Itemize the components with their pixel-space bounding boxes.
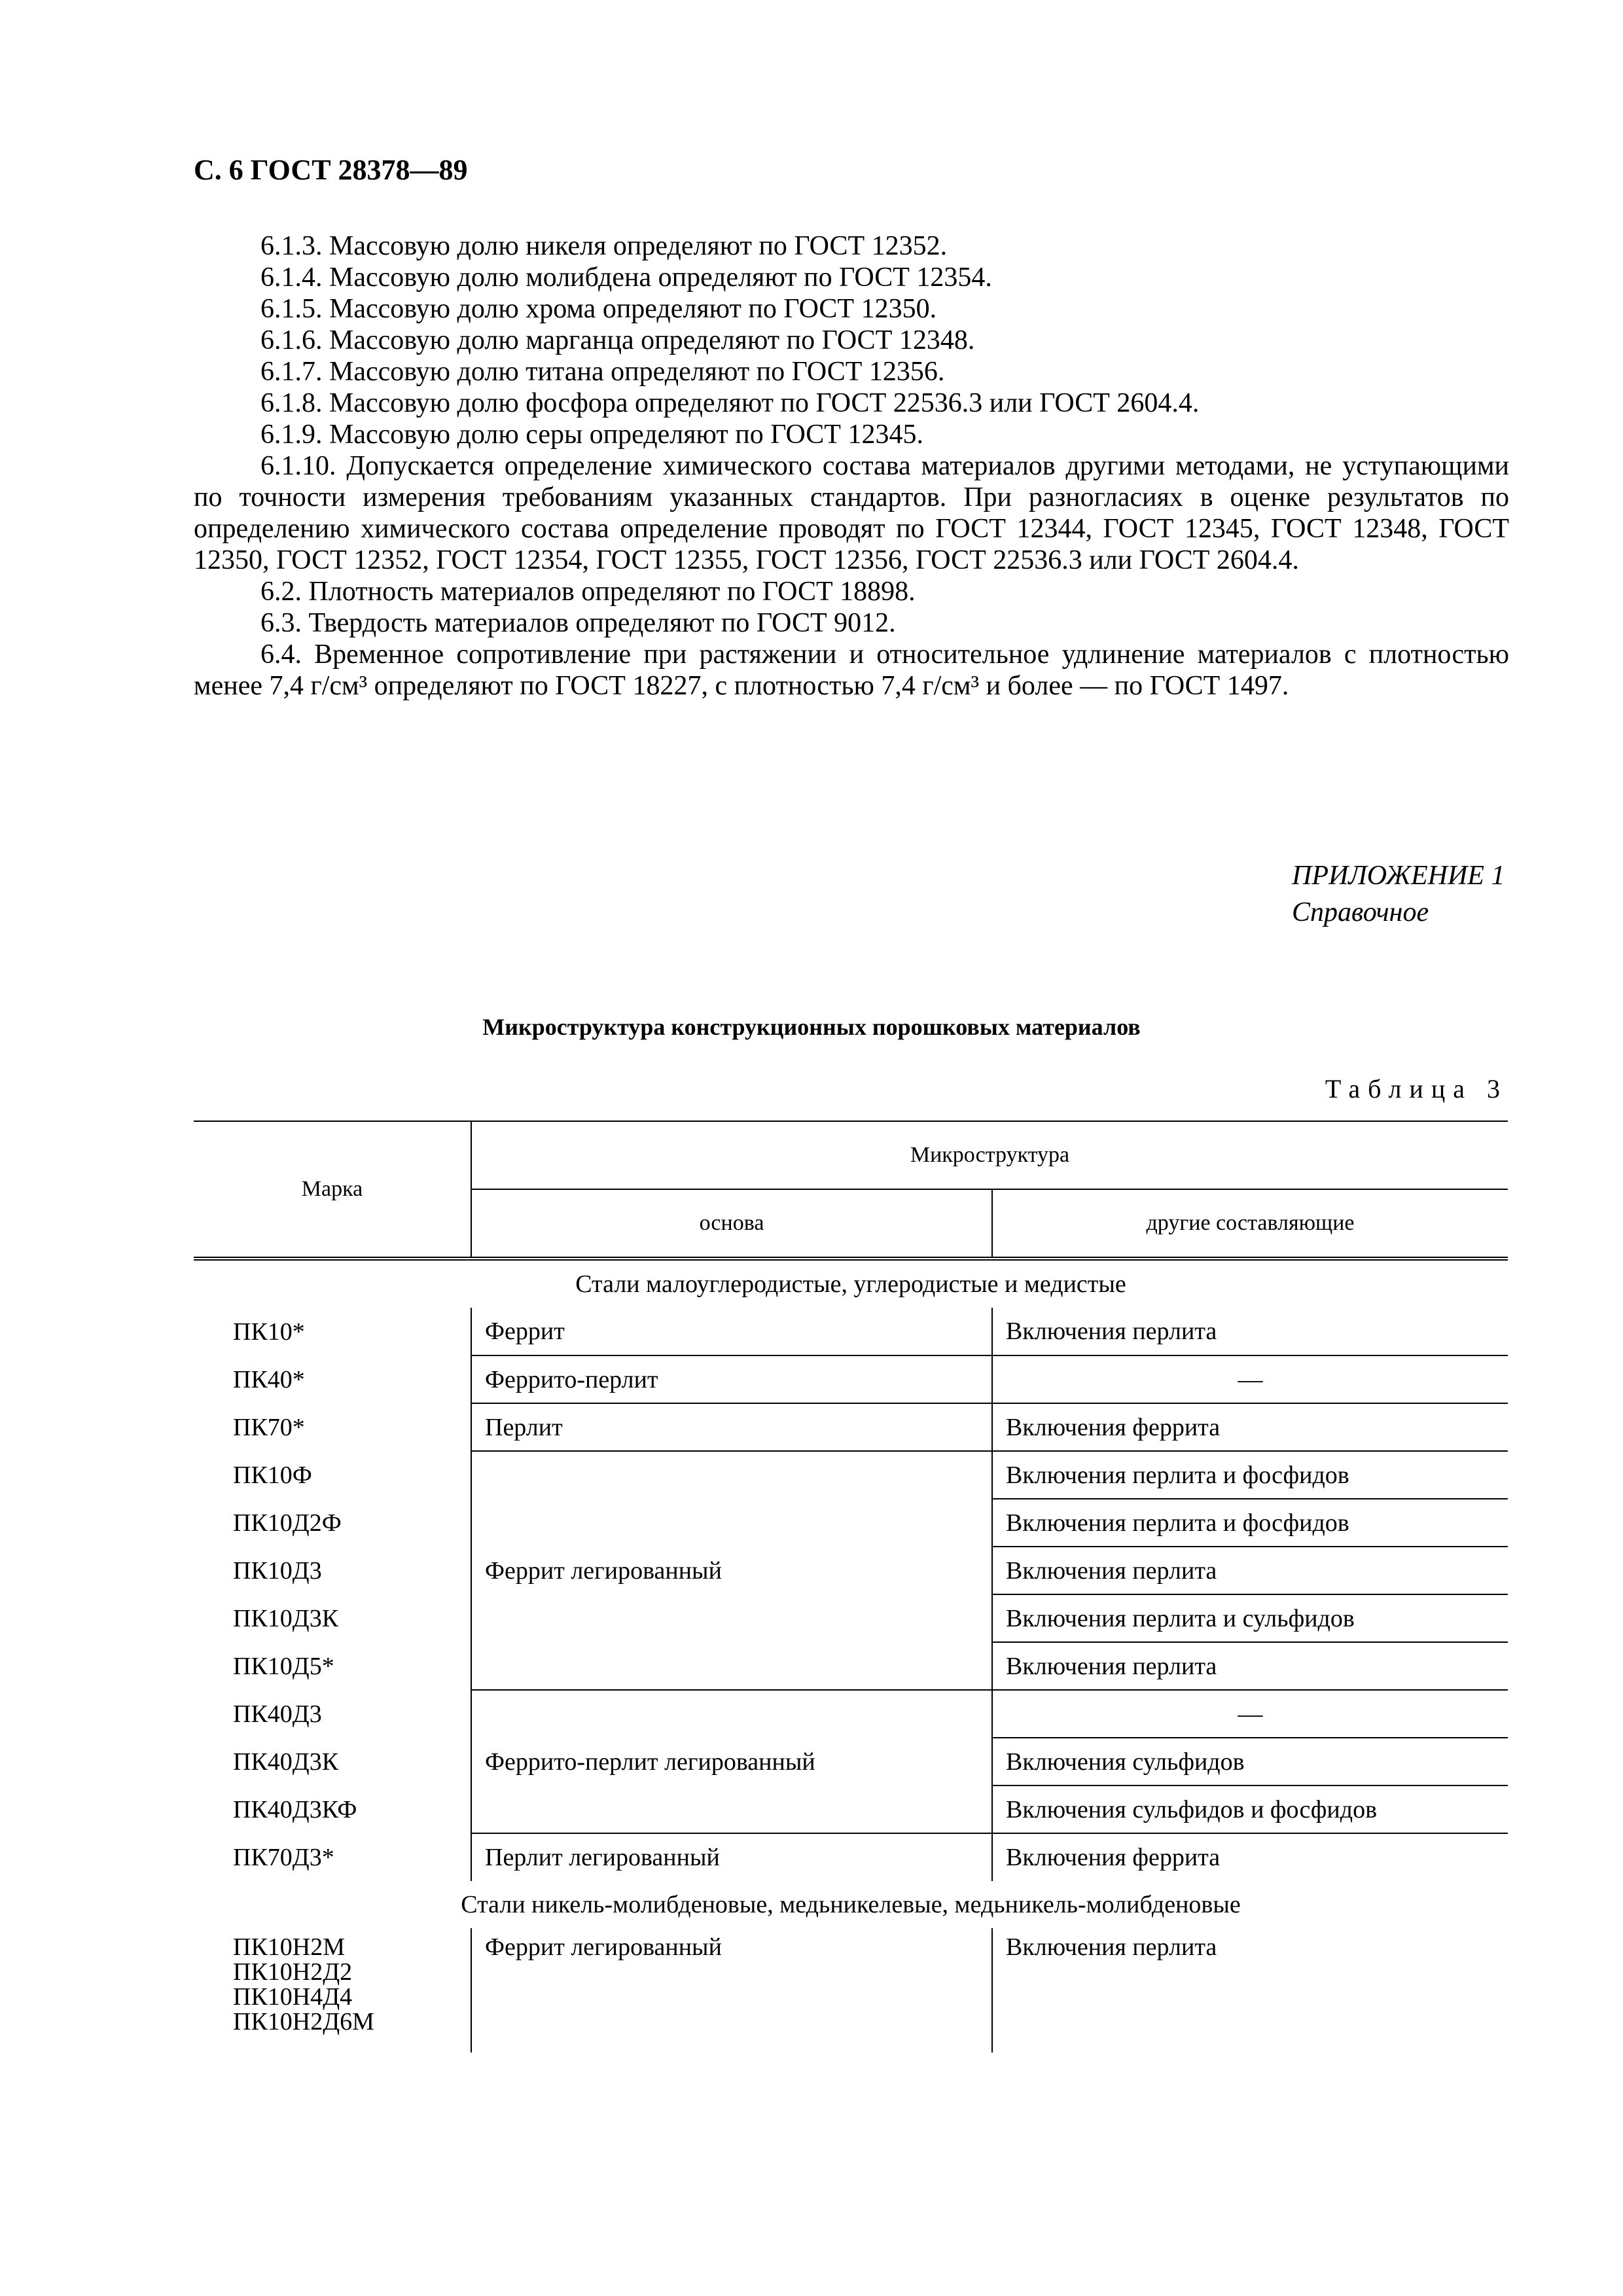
row-base: Перлит	[471, 1403, 992, 1451]
row-mark: ПК40Д3	[233, 1700, 322, 1728]
row-other: Включения сульфидов	[992, 1738, 1508, 1785]
paragraph-6-1-4: 6.1.4. Массовую долю молибдена определяют по ГОСТ 12354.	[260, 262, 992, 293]
row-mark: ПК40Д3К	[233, 1748, 339, 1776]
row-other: Включения перлита	[992, 1308, 1508, 1355]
row-other: Включения перлита и сульфидов	[992, 1594, 1508, 1642]
microstructure-table	[194, 1121, 1508, 2053]
row-other: Включения перлита	[992, 1547, 1508, 1594]
paragraph-6-3: 6.3. Твердость материалов определяют по ГОСТ 9012.	[260, 608, 896, 638]
row-mark: ПК10Д3К	[233, 1604, 339, 1632]
header-microstructure: Микроструктура	[471, 1121, 1508, 1189]
header-other: другие составляющие	[992, 1189, 1508, 1259]
header-base: основа	[471, 1189, 992, 1259]
paragraph-6-1-7: 6.1.7. Массовую долю титана определяют по ГОСТ 12356.	[260, 357, 945, 387]
appendix-label	[1292, 857, 1505, 931]
row-base: Феррит легированный	[471, 1928, 992, 2053]
row-mark: ПК10Н2Д2	[233, 1958, 353, 1986]
row-other: Включения феррита	[992, 1833, 1508, 1881]
row-mark: ПК40*	[233, 1365, 305, 1393]
row-other: Включения перлита	[992, 1642, 1508, 1690]
row-mark: ПК10Ф	[233, 1461, 312, 1489]
row-other: —	[992, 1355, 1508, 1403]
row-mark: ПК70*	[233, 1413, 305, 1441]
row-mark: ПК10Н2Д6М	[233, 2008, 374, 2036]
row-other: Включения перлита и фосфидов	[992, 1499, 1508, 1547]
row-base: Феррито-перлит	[471, 1355, 992, 1403]
table-title: Микроструктура конструкционных порошковых материалов	[482, 1014, 1141, 1040]
row-mark: ПК10Д5*	[233, 1652, 334, 1680]
row-other: Включения перлита	[992, 1928, 1508, 2053]
table-number: Таблица 3	[1325, 1074, 1508, 1103]
appendix-type: Справочное	[1292, 897, 1429, 927]
row-mark: ПК10Д3	[233, 1556, 322, 1585]
paragraph-6-1-8: 6.1.8. Массовую долю фосфора определяют по ГОСТ 22536.3 или ГОСТ 2604.4.	[260, 388, 1200, 418]
row-other: Включения перлита и фосфидов	[992, 1451, 1508, 1499]
row-base: Феррит легированный	[471, 1451, 992, 1690]
paragraph-6-1-5: 6.1.5. Массовую долю хрома определяют по ГОСТ 12350.	[260, 294, 937, 324]
row-other: Включения феррита	[992, 1403, 1508, 1451]
paragraph-6-1-10: 6.1.10. Допускается определение химического состава материалов другими методами, не уступающими по точности измерения требованиям указанных стандартов. При разногласиях в оценке результатов по определению химического состава определение проводят по ГОСТ 12344, ГОСТ 12345, ГОСТ 12348, ГОСТ 12350, ГОСТ 12352, ГОСТ 12354, ГОСТ 12355, ГОСТ 12356, ГОСТ 22536.3 или ГОСТ 2604.4.	[194, 451, 1509, 575]
row-base: Феррито-перлит легированный	[471, 1690, 992, 1833]
appendix-number: ПРИЛОЖЕНИЕ 1	[1292, 861, 1505, 891]
row-mark: ПК10Д2Ф	[233, 1509, 342, 1537]
row-mark: ПК10*	[233, 1318, 305, 1346]
paragraph-6-1-3: 6.1.3. Массовую долю никеля определяют по ГОСТ 12352.	[260, 231, 948, 261]
header-mark: Марка	[194, 1121, 471, 1259]
row-mark: ПК10Н2М	[233, 1933, 346, 1961]
group-heading-1: Стали малоуглеродистые, углеродистые и медистые	[575, 1270, 1126, 1298]
row-other: Включения сульфидов и фосфидов	[992, 1785, 1508, 1833]
row-mark: ПК70Д3*	[233, 1843, 334, 1871]
row-base: Перлит легированный	[471, 1833, 992, 1881]
paragraph-6-1-6: 6.1.6. Массовую долю марганца определяют по ГОСТ 12348.	[260, 325, 975, 355]
paragraph-6-4: 6.4. Временное сопротивление при растяжении и относительное удлинение материалов с плотностью менее 7,4 г/см³ определяют по ГОСТ 18227, с плотностью 7,4 г/см³ и более — по ГОСТ 1497.	[194, 639, 1509, 701]
group-heading-2: Стали никель-молибденовые, медьникелевые, медьникель-молибденовые	[461, 1891, 1241, 1918]
row-base: Феррит	[471, 1308, 992, 1355]
row-mark: ПК40Д3КФ	[233, 1795, 357, 1823]
page-header: С. 6 ГОСТ 28378—89	[194, 154, 468, 186]
paragraph-6-2: 6.2. Плотность материалов определяют по ГОСТ 18898.	[260, 577, 916, 607]
row-mark: ПК10Н4Д4	[233, 1983, 353, 2011]
row-marks-group2	[194, 1928, 471, 2053]
paragraph-6-1-9: 6.1.9. Массовую долю серы определяют по ГОСТ 12345.	[260, 420, 923, 450]
row-other: —	[992, 1690, 1508, 1738]
paragraphs	[194, 230, 1509, 702]
